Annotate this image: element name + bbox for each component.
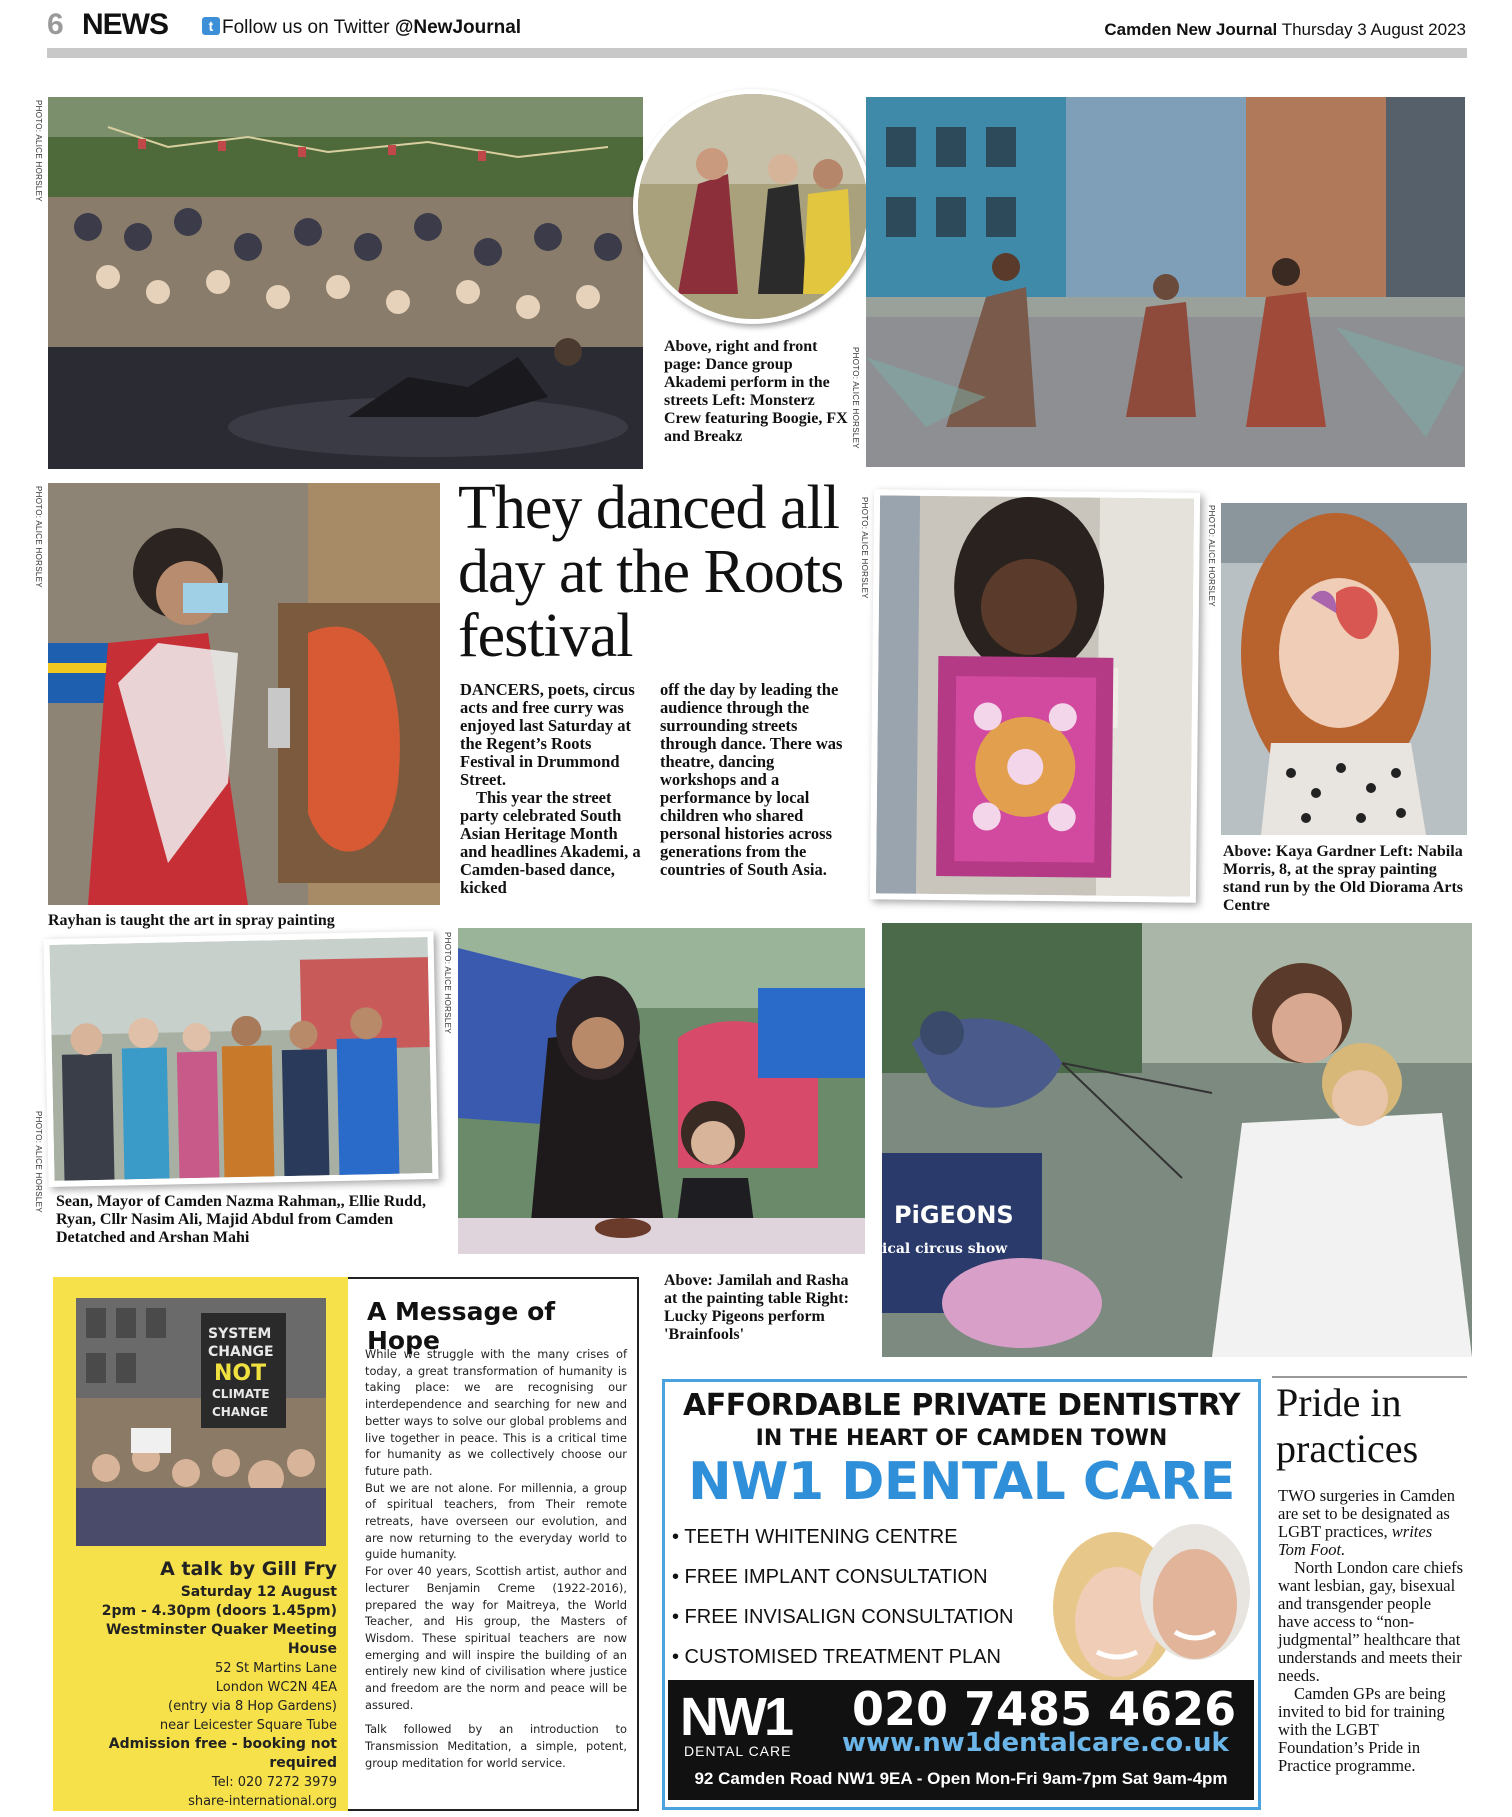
photo-credit: PHOTO: ALICE HORSLEY [34,486,43,588]
caption-rayhan: Rayhan is taught the art in spray painting [48,912,335,929]
article-column-2 [660,681,846,879]
pride-paragraph: Camden GPs are being invited to bid for training with the LGBT Foundation’s Pride in Practice programme. [1278,1684,1446,1775]
dental-phone[interactable]: 020 7485 4626 [852,1682,1237,1736]
pride-headline: Pride in practices [1276,1380,1419,1471]
issue-date: Thursday 3 August 2023 [1281,20,1466,39]
caption-kaya: Above: Kaya Gardner Left: Nabila Morris, 8, at the spray painting stand run by the Old Diorama Arts Centre [1223,843,1464,914]
svg-text:NOT: NOT [214,1361,267,1386]
photo-credit: PHOTO: ALICE HORSLEY [1207,505,1216,607]
pride-lead: TWO surgeries in Camden are set to be designated as LGBT practices, [1278,1486,1456,1541]
talk-tube: near Leicester Square Tube [159,1718,337,1733]
section-title: NEWS [82,8,168,41]
dental-address: 92 Camden Road NW1 9EA - Open Mon-Fri 9am-7pm Sat 9am-4pm [694,1769,1228,1788]
pride-body [1278,1487,1464,1775]
photo-group [50,937,433,1181]
pride-paragraph: North London care chiefs want lesbian, gay, bisexual and transgender people have access to “non-judgmental” healthcare that understands and meets their needs. [1278,1558,1464,1685]
paper-masthead [1104,20,1466,40]
article-paragraph: This year the street party celebrated South Asian Heritage Month and headlines Akademi, a Camden-based dance, kicked [460,788,641,897]
pigeons-sub: ical circus show [882,1241,1008,1257]
photo-breakdance [48,97,643,469]
hope-paragraph: But we are not alone. For millennia, a group of spiritual teachers, from Their remote retreats, have overseen our evolution, and are now returning to the everyday world to guide humanity. [365,1480,627,1562]
talk-city: London WC2N 4EA [215,1680,337,1695]
talk-web[interactable]: share-international.org [188,1794,337,1809]
dental-service-item: • FREE IMPLANT CONSULTATION [672,1566,988,1588]
photo-climate-march [76,1298,326,1546]
photo-kaya [1221,503,1467,835]
pigeons-sign: PiGEONS [894,1201,1014,1229]
header-rule [47,48,1467,58]
twitter-follow[interactable] [222,17,521,39]
pride-rule [1272,1376,1467,1378]
svg-text:CLIMATE: CLIMATE [212,1387,270,1401]
hope-talk-details [62,1558,337,1811]
hope-paragraph: Talk followed by an introduction to Transmission Meditation, a simple, potent, group meditation for world service. [365,1722,627,1770]
article-paragraph: DANCERS, poets, circus acts and free curry was enjoyed last Saturday at the Regent’s Roots Festival in Drummond Street. [460,680,635,789]
hope-ad-text [365,1346,627,1772]
svg-text:CHANGE: CHANGE [212,1405,269,1419]
caption-akademi: Above, right and front page: Dance group Akademi perform in the streets Left: Monsterz Crew featuring Boogie, FX and Breakz [664,338,848,445]
photo-credit: PHOTO: ALICE HORSLEY [851,347,860,449]
dental-service-item: • FREE INVISALIGN CONSULTATION [672,1606,1014,1628]
dental-brand: NW1 DENTAL CARE [688,1452,1235,1512]
talk-admission: Admission free - booking not required [108,1736,337,1771]
dental-logo: NW1 [680,1687,791,1747]
talk-entry: (entry via 8 Hop Gardens) [168,1699,337,1714]
article-paragraph: off the day by leading the audience through the surrounding streets through dance. There was theatre, dancing workshops and a performance by local children who shared personal histories across generations from the countries of South Asia. [660,680,843,879]
photo-rayhan [48,483,440,905]
talk-street: 52 St Martins Lane [215,1661,337,1676]
photo-credit: PHOTO: ALICE HORSLEY [34,1111,43,1213]
dental-logo-sub: DENTAL CARE [684,1743,792,1759]
article-column-1 [460,681,646,897]
dental-services [672,1526,1014,1686]
dental-website[interactable]: www.nw1dentalcare.co.uk [842,1728,1229,1758]
svg-text:SYSTEM: SYSTEM [208,1326,272,1342]
twitter-text: Follow us on Twitter [222,17,390,38]
dental-service-item: • CUSTOMISED TREATMENT PLAN [672,1646,1001,1668]
photo-nabila [876,495,1194,896]
dental-headline: AFFORDABLE PRIVATE DENTISTRY [683,1388,1240,1423]
photo-credit: PHOTO: ALICE HORSLEY [860,497,869,599]
photo-credit: PHOTO: ALICE HORSLEY [443,932,452,1034]
photo-dancers-circle [638,94,868,319]
caption-group: Sean, Mayor of Camden Nazma Rahman,, Ellie Rudd, Ryan, Cllr Nasim Ali, Majid Abdul from Camden Detatched and Arshan Mahi [56,1193,426,1246]
talk-venue: Westminster Quaker Meeting House [105,1622,337,1657]
page-number: 6 [47,8,64,41]
talk-date: Saturday 12 August [180,1584,337,1600]
talk-time: 2pm - 4.30pm (doors 1.45pm) [101,1603,337,1619]
talk-tel[interactable]: Tel: 020 7272 3979 [211,1775,337,1790]
photo-credit: PHOTO: ALICE HORSLEY [34,100,43,202]
talk-title: A talk by Gill Fry [160,1558,337,1580]
hope-ad-title: A Message of Hope [367,1297,556,1355]
hope-paragraph: For over 40 years, Scottish artist, author and lecturer Benjamin Creme (1922-2016), prepared the way for Maitreya, the World Teacher, and His group, the Masters of Wisdom. These spiritual teachers are now emerging and will inspire the building of an entirely new kind of civilisation where justice and freedom are the norm and peace will be assured. [365,1564,627,1712]
svg-text:CHANGE: CHANGE [208,1344,274,1360]
photo-pigeons [882,923,1472,1357]
photo-street-dance [866,97,1465,467]
twitter-handle[interactable]: @NewJournal [394,17,522,38]
caption-jamilah: Above: Jamilah and Rasha at the painting table Right: Lucky Pigeons perform 'Brainfools' [664,1272,849,1343]
twitter-icon: t [202,17,220,35]
photo-jamilah [458,928,865,1254]
dental-service-item: • TEETH WHITENING CENTRE [672,1526,958,1548]
pride-paragraph [1278,1487,1464,1559]
pride-byline: writes Tom Foot. [1278,1522,1433,1559]
dental-subheadline: IN THE HEART OF CAMDEN TOWN [755,1426,1168,1451]
article-headline: They danced all day at the Roots festival [458,474,844,670]
paper-name: Camden New Journal [1104,20,1278,39]
photo-smiling-couple [1035,1512,1257,1680]
hope-paragraph: While we struggle with the many crises of today, a great transformation of humanity is taking place: we are recognising our interdependence and searching for new and better ways to solve our global problems and live together in peace. This is a critical time for humanity as we collectively choose our future path. [365,1347,627,1478]
